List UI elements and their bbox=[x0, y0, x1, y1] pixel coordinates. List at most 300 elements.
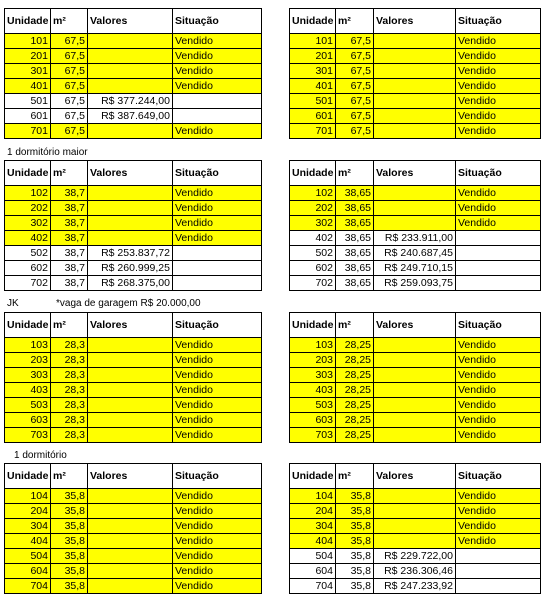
table-row bbox=[5, 519, 262, 534]
header-row bbox=[290, 313, 541, 338]
price-cell bbox=[374, 519, 456, 534]
column-header-situacao: Situação bbox=[456, 161, 541, 186]
column-header-m2: m² bbox=[336, 464, 374, 489]
table-row bbox=[290, 353, 541, 368]
units-table-3-right bbox=[289, 312, 541, 443]
area-cell: 38,65 bbox=[336, 186, 374, 201]
column-header-valores: Valores bbox=[88, 313, 173, 338]
status-cell: Vendido bbox=[173, 534, 262, 549]
unit-cell: 704 bbox=[5, 579, 51, 594]
status-cell: Vendido bbox=[173, 231, 262, 246]
unit-cell: 503 bbox=[290, 398, 336, 413]
table-row bbox=[290, 34, 541, 49]
unit-cell: 701 bbox=[5, 124, 51, 139]
table-row bbox=[290, 94, 541, 109]
units-table-4-left bbox=[4, 463, 262, 594]
table-row bbox=[290, 489, 541, 504]
unit-cell: 603 bbox=[5, 413, 51, 428]
price-cell bbox=[374, 368, 456, 383]
column-header-valores: Valores bbox=[374, 9, 456, 34]
area-cell: 28,3 bbox=[51, 338, 88, 353]
table-row bbox=[5, 94, 262, 109]
table-row bbox=[5, 338, 262, 353]
unit-cell: 304 bbox=[290, 519, 336, 534]
status-cell bbox=[173, 261, 262, 276]
table-row bbox=[5, 489, 262, 504]
header-row bbox=[290, 161, 541, 186]
status-cell bbox=[456, 549, 541, 564]
table-row bbox=[5, 201, 262, 216]
unit-cell: 302 bbox=[5, 216, 51, 231]
unit-cell: 702 bbox=[290, 276, 336, 291]
status-cell: Vendido bbox=[173, 413, 262, 428]
area-cell: 38,65 bbox=[336, 201, 374, 216]
area-cell: 28,25 bbox=[336, 368, 374, 383]
price-cell bbox=[374, 398, 456, 413]
status-cell: Vendido bbox=[173, 383, 262, 398]
unit-cell: 602 bbox=[290, 261, 336, 276]
table-row bbox=[290, 201, 541, 216]
table-row bbox=[5, 64, 262, 79]
column-header-m2: m² bbox=[336, 9, 374, 34]
price-cell bbox=[88, 383, 173, 398]
price-cell bbox=[374, 413, 456, 428]
status-cell: Vendido bbox=[173, 489, 262, 504]
unit-cell: 101 bbox=[290, 34, 336, 49]
price-cell bbox=[88, 549, 173, 564]
area-cell: 67,5 bbox=[51, 49, 88, 64]
status-cell: Vendido bbox=[456, 34, 541, 49]
price-cell bbox=[374, 109, 456, 124]
table-row bbox=[290, 368, 541, 383]
unit-cell: 501 bbox=[5, 94, 51, 109]
status-cell: Vendido bbox=[173, 564, 262, 579]
column-header-unidade: Unidade bbox=[290, 161, 336, 186]
caption-jk: JK bbox=[7, 298, 19, 309]
unit-cell: 202 bbox=[290, 201, 336, 216]
area-cell: 38,7 bbox=[51, 276, 88, 291]
units-table-1-right bbox=[289, 8, 541, 139]
price-cell bbox=[374, 34, 456, 49]
price-cell bbox=[88, 579, 173, 594]
header-row bbox=[5, 161, 262, 186]
unit-cell: 104 bbox=[5, 489, 51, 504]
column-header-valores: Valores bbox=[88, 161, 173, 186]
column-header-situacao: Situação bbox=[456, 313, 541, 338]
unit-cell: 502 bbox=[5, 246, 51, 261]
unit-cell: 601 bbox=[5, 109, 51, 124]
table-row bbox=[5, 428, 262, 443]
price-cell bbox=[374, 64, 456, 79]
status-cell: Vendido bbox=[456, 504, 541, 519]
column-header-valores: Valores bbox=[88, 464, 173, 489]
price-cell bbox=[374, 49, 456, 64]
price-cell: R$ 377.244,00 bbox=[88, 94, 173, 109]
status-cell: Vendido bbox=[456, 428, 541, 443]
table-row bbox=[5, 124, 262, 139]
unit-cell: 101 bbox=[5, 34, 51, 49]
status-cell: Vendido bbox=[173, 124, 262, 139]
price-cell bbox=[88, 231, 173, 246]
column-header-unidade: Unidade bbox=[5, 9, 51, 34]
area-cell: 35,8 bbox=[51, 579, 88, 594]
status-cell: Vendido bbox=[173, 368, 262, 383]
area-cell: 38,7 bbox=[51, 246, 88, 261]
unit-cell: 103 bbox=[290, 338, 336, 353]
table-row bbox=[5, 368, 262, 383]
unit-cell: 604 bbox=[290, 564, 336, 579]
table-row bbox=[290, 186, 541, 201]
area-cell: 28,25 bbox=[336, 338, 374, 353]
status-cell: Vendido bbox=[456, 49, 541, 64]
status-cell: Vendido bbox=[173, 216, 262, 231]
unit-cell: 704 bbox=[290, 579, 336, 594]
price-cell bbox=[374, 79, 456, 94]
area-cell: 67,5 bbox=[336, 124, 374, 139]
area-cell: 38,7 bbox=[51, 261, 88, 276]
area-cell: 28,25 bbox=[336, 413, 374, 428]
unit-cell: 203 bbox=[5, 353, 51, 368]
table-row bbox=[5, 353, 262, 368]
price-cell: R$ 268.375,00 bbox=[88, 276, 173, 291]
column-header-unidade: Unidade bbox=[290, 9, 336, 34]
column-header-unidade: Unidade bbox=[5, 313, 51, 338]
price-cell bbox=[88, 413, 173, 428]
status-cell: Vendido bbox=[173, 79, 262, 94]
area-cell: 28,3 bbox=[51, 383, 88, 398]
status-cell: Vendido bbox=[173, 186, 262, 201]
unit-cell: 702 bbox=[5, 276, 51, 291]
unit-cell: 202 bbox=[5, 201, 51, 216]
area-cell: 35,8 bbox=[51, 549, 88, 564]
price-cell bbox=[374, 504, 456, 519]
price-cell bbox=[88, 201, 173, 216]
area-cell: 35,8 bbox=[51, 504, 88, 519]
column-header-situacao: Situação bbox=[173, 313, 262, 338]
area-cell: 35,8 bbox=[336, 504, 374, 519]
area-cell: 35,8 bbox=[336, 549, 374, 564]
table-row bbox=[290, 534, 541, 549]
area-cell: 67,5 bbox=[336, 79, 374, 94]
area-cell: 28,25 bbox=[336, 353, 374, 368]
area-cell: 28,3 bbox=[51, 428, 88, 443]
price-cell bbox=[374, 383, 456, 398]
column-header-valores: Valores bbox=[374, 161, 456, 186]
area-cell: 38,7 bbox=[51, 216, 88, 231]
status-cell bbox=[456, 231, 541, 246]
column-header-unidade: Unidade bbox=[290, 313, 336, 338]
status-cell bbox=[456, 579, 541, 594]
unit-cell: 703 bbox=[5, 428, 51, 443]
caption-parking-note: *vaga de garagem R$ 20.000,00 bbox=[56, 298, 201, 309]
status-cell: Vendido bbox=[456, 534, 541, 549]
status-cell: Vendido bbox=[456, 201, 541, 216]
area-cell: 35,8 bbox=[51, 519, 88, 534]
status-cell bbox=[173, 94, 262, 109]
unit-cell: 303 bbox=[5, 368, 51, 383]
unit-cell: 102 bbox=[5, 186, 51, 201]
table-row bbox=[5, 276, 262, 291]
status-cell: Vendido bbox=[456, 94, 541, 109]
column-header-m2: m² bbox=[51, 313, 88, 338]
status-cell: Vendido bbox=[456, 398, 541, 413]
units-table-3-left bbox=[4, 312, 262, 443]
status-cell: Vendido bbox=[173, 428, 262, 443]
table-row bbox=[5, 261, 262, 276]
price-cell bbox=[374, 534, 456, 549]
header-row bbox=[290, 9, 541, 34]
unit-cell: 404 bbox=[290, 534, 336, 549]
table-row bbox=[290, 398, 541, 413]
area-cell: 67,5 bbox=[336, 34, 374, 49]
unit-cell: 201 bbox=[290, 49, 336, 64]
area-cell: 67,5 bbox=[51, 34, 88, 49]
table-row bbox=[5, 383, 262, 398]
table-row bbox=[5, 216, 262, 231]
area-cell: 38,65 bbox=[336, 216, 374, 231]
area-cell: 67,5 bbox=[336, 64, 374, 79]
unit-cell: 604 bbox=[5, 564, 51, 579]
table-row bbox=[290, 519, 541, 534]
unit-cell: 501 bbox=[290, 94, 336, 109]
status-cell: Vendido bbox=[173, 64, 262, 79]
unit-cell: 203 bbox=[290, 353, 336, 368]
area-cell: 67,5 bbox=[51, 109, 88, 124]
unit-cell: 603 bbox=[290, 413, 336, 428]
area-cell: 35,8 bbox=[336, 519, 374, 534]
price-cell bbox=[88, 489, 173, 504]
table-row bbox=[5, 564, 262, 579]
area-cell: 35,8 bbox=[336, 489, 374, 504]
column-header-valores: Valores bbox=[374, 313, 456, 338]
unit-cell: 502 bbox=[290, 246, 336, 261]
table-row bbox=[290, 124, 541, 139]
unit-cell: 601 bbox=[290, 109, 336, 124]
status-cell bbox=[456, 564, 541, 579]
area-cell: 67,5 bbox=[336, 109, 374, 124]
header-row bbox=[290, 464, 541, 489]
unit-cell: 201 bbox=[5, 49, 51, 64]
unit-cell: 301 bbox=[290, 64, 336, 79]
status-cell: Vendido bbox=[173, 201, 262, 216]
column-header-m2: m² bbox=[336, 313, 374, 338]
status-cell: Vendido bbox=[173, 398, 262, 413]
table-row bbox=[290, 261, 541, 276]
unit-cell: 204 bbox=[290, 504, 336, 519]
status-cell: Vendido bbox=[456, 413, 541, 428]
status-cell: Vendido bbox=[173, 49, 262, 64]
status-cell: Vendido bbox=[173, 353, 262, 368]
table-row bbox=[290, 383, 541, 398]
area-cell: 28,25 bbox=[336, 383, 374, 398]
status-cell: Vendido bbox=[456, 519, 541, 534]
column-header-valores: Valores bbox=[374, 464, 456, 489]
area-cell: 35,8 bbox=[51, 564, 88, 579]
table-row bbox=[5, 549, 262, 564]
table-row bbox=[5, 34, 262, 49]
price-cell bbox=[374, 201, 456, 216]
unit-cell: 103 bbox=[5, 338, 51, 353]
status-cell: Vendido bbox=[173, 34, 262, 49]
price-cell: R$ 387.649,00 bbox=[88, 109, 173, 124]
area-cell: 38,65 bbox=[336, 231, 374, 246]
price-cell bbox=[88, 64, 173, 79]
status-cell: Vendido bbox=[173, 504, 262, 519]
area-cell: 67,5 bbox=[336, 49, 374, 64]
column-header-situacao: Situação bbox=[173, 161, 262, 186]
header-row bbox=[5, 9, 262, 34]
price-cell bbox=[88, 216, 173, 231]
status-cell bbox=[173, 276, 262, 291]
table-row bbox=[290, 504, 541, 519]
price-cell bbox=[374, 338, 456, 353]
column-header-situacao: Situação bbox=[173, 9, 262, 34]
price-cell bbox=[88, 368, 173, 383]
table-row bbox=[290, 79, 541, 94]
price-cell bbox=[88, 428, 173, 443]
price-cell: R$ 240.687,45 bbox=[374, 246, 456, 261]
unit-cell: 102 bbox=[290, 186, 336, 201]
price-cell bbox=[88, 534, 173, 549]
price-cell bbox=[374, 428, 456, 443]
area-cell: 38,7 bbox=[51, 201, 88, 216]
table-row bbox=[5, 534, 262, 549]
units-table-2-left bbox=[4, 160, 262, 291]
area-cell: 35,8 bbox=[336, 534, 374, 549]
status-cell: Vendido bbox=[173, 519, 262, 534]
price-cell bbox=[88, 186, 173, 201]
area-cell: 38,7 bbox=[51, 231, 88, 246]
status-cell: Vendido bbox=[456, 216, 541, 231]
table-row bbox=[5, 579, 262, 594]
unit-cell: 403 bbox=[290, 383, 336, 398]
table-row bbox=[5, 186, 262, 201]
column-header-unidade: Unidade bbox=[290, 464, 336, 489]
column-header-valores: Valores bbox=[88, 9, 173, 34]
area-cell: 28,25 bbox=[336, 428, 374, 443]
price-cell: R$ 260.999,25 bbox=[88, 261, 173, 276]
column-header-situacao: Situação bbox=[173, 464, 262, 489]
table-row bbox=[5, 79, 262, 94]
units-table-4-right bbox=[289, 463, 541, 594]
area-cell: 67,5 bbox=[51, 94, 88, 109]
area-cell: 35,8 bbox=[336, 579, 374, 594]
area-cell: 28,3 bbox=[51, 398, 88, 413]
status-cell bbox=[173, 246, 262, 261]
price-cell: R$ 247.233,92 bbox=[374, 579, 456, 594]
units-table-1-left bbox=[4, 8, 262, 139]
table-row bbox=[290, 549, 541, 564]
status-cell bbox=[456, 246, 541, 261]
price-cell bbox=[374, 94, 456, 109]
area-cell: 28,25 bbox=[336, 398, 374, 413]
price-cell bbox=[374, 186, 456, 201]
table-row bbox=[5, 504, 262, 519]
price-cell bbox=[88, 398, 173, 413]
price-cell bbox=[88, 34, 173, 49]
unit-cell: 701 bbox=[290, 124, 336, 139]
area-cell: 28,3 bbox=[51, 353, 88, 368]
table-row bbox=[290, 216, 541, 231]
table-row bbox=[290, 231, 541, 246]
area-cell: 28,3 bbox=[51, 368, 88, 383]
area-cell: 28,3 bbox=[51, 413, 88, 428]
status-cell: Vendido bbox=[456, 186, 541, 201]
area-cell: 35,8 bbox=[336, 564, 374, 579]
status-cell: Vendido bbox=[456, 489, 541, 504]
area-cell: 67,5 bbox=[51, 124, 88, 139]
unit-cell: 302 bbox=[290, 216, 336, 231]
status-cell bbox=[456, 261, 541, 276]
status-cell: Vendido bbox=[456, 79, 541, 94]
price-cell bbox=[88, 353, 173, 368]
table-row bbox=[290, 338, 541, 353]
status-cell: Vendido bbox=[173, 579, 262, 594]
column-header-m2: m² bbox=[51, 464, 88, 489]
table-row bbox=[5, 413, 262, 428]
table-row bbox=[290, 564, 541, 579]
status-cell: Vendido bbox=[456, 383, 541, 398]
header-row bbox=[5, 313, 262, 338]
price-cell: R$ 253.837,72 bbox=[88, 246, 173, 261]
table-row bbox=[290, 428, 541, 443]
column-header-m2: m² bbox=[51, 161, 88, 186]
price-cell bbox=[88, 79, 173, 94]
area-cell: 38,65 bbox=[336, 246, 374, 261]
status-cell: Vendido bbox=[456, 353, 541, 368]
unit-cell: 403 bbox=[5, 383, 51, 398]
unit-cell: 401 bbox=[5, 79, 51, 94]
price-cell bbox=[88, 338, 173, 353]
table-row bbox=[5, 109, 262, 124]
unit-cell: 303 bbox=[290, 368, 336, 383]
unit-cell: 602 bbox=[5, 261, 51, 276]
column-header-m2: m² bbox=[51, 9, 88, 34]
price-cell bbox=[88, 519, 173, 534]
status-cell: Vendido bbox=[456, 124, 541, 139]
unit-cell: 104 bbox=[290, 489, 336, 504]
area-cell: 38,65 bbox=[336, 261, 374, 276]
column-header-situacao: Situação bbox=[456, 9, 541, 34]
caption-1-dormitorio-maior: 1 dormitório maior bbox=[7, 147, 88, 158]
table-row bbox=[290, 109, 541, 124]
table-row bbox=[290, 413, 541, 428]
price-cell bbox=[88, 124, 173, 139]
price-cell bbox=[374, 489, 456, 504]
status-cell bbox=[456, 276, 541, 291]
unit-cell: 401 bbox=[290, 79, 336, 94]
price-cell: R$ 249.710,15 bbox=[374, 261, 456, 276]
status-cell: Vendido bbox=[456, 64, 541, 79]
unit-cell: 504 bbox=[5, 549, 51, 564]
price-cell bbox=[374, 216, 456, 231]
price-cell bbox=[374, 353, 456, 368]
status-cell: Vendido bbox=[456, 338, 541, 353]
area-cell: 67,5 bbox=[51, 64, 88, 79]
column-header-m2: m² bbox=[336, 161, 374, 186]
unit-cell: 301 bbox=[5, 64, 51, 79]
status-cell: Vendido bbox=[456, 368, 541, 383]
table-row bbox=[290, 276, 541, 291]
unit-cell: 402 bbox=[290, 231, 336, 246]
unit-cell: 503 bbox=[5, 398, 51, 413]
table-row bbox=[5, 398, 262, 413]
price-cell: R$ 229.722,00 bbox=[374, 549, 456, 564]
column-header-unidade: Unidade bbox=[5, 161, 51, 186]
price-cell bbox=[374, 124, 456, 139]
unit-cell: 204 bbox=[5, 504, 51, 519]
status-cell: Vendido bbox=[173, 338, 262, 353]
